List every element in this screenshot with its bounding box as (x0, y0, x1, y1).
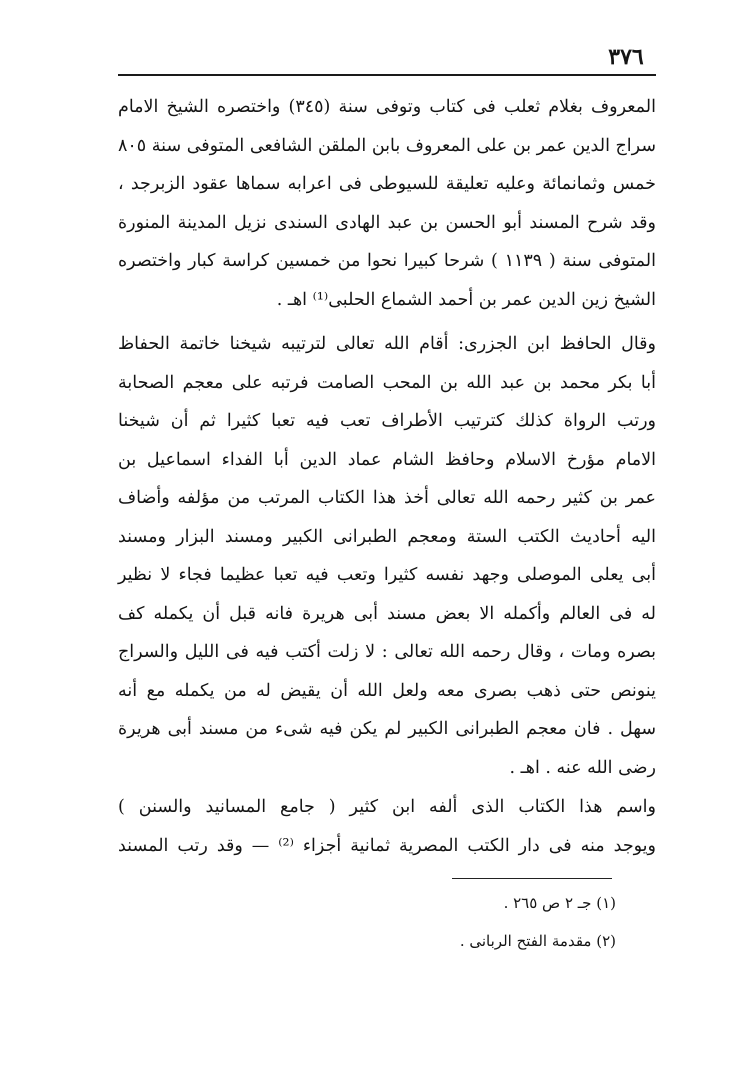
text-line: أبى يعلى الموصلى وجهد نفسه كثيرا وتعب فيه تعبا عظيما فجاء لا نظير (118, 565, 656, 585)
text-line: المتوفى سنة ( ١١٣٩ ) شرحا كبيرا نحوا من خمسين كراسة كبار واختصره (118, 251, 656, 271)
footnote-rule (452, 878, 612, 879)
text-line: ورتب الرواة كذلك كترتيب الأطراف تعب فيه تعبا كثيرا ثم أن شيخنا (118, 411, 656, 431)
text-line: أبا بكر محمد بن عبد الله بن المحب الصامت فرتبه على معجم الصحابة (118, 372, 656, 393)
page-number: ٣٧٦ (608, 44, 644, 70)
text-line: الشيخ زين الدين عمر بن أحمد الشماع الحلبى⁽¹⁾ اهـ . (276, 289, 656, 310)
text-line: سراج الدين عمر بن على المعروف بابن الملقن الشافعى المتوفى سنة ٨٠٥ (118, 135, 656, 156)
text-line: رضى الله عنه . اهـ . (509, 757, 656, 778)
text-line: المعروف بغلام ثعلب فى كتاب وتوفى سنة (٣٤٥) واختصره الشيخ الامام (118, 97, 656, 117)
text-line: خمس وثمانمائة وعليه تعليقة للسيوطى فى اعرابه سماها عقود الزبرجد ، (118, 174, 656, 194)
paragraph-3 (118, 788, 656, 865)
text-line: الامام مؤرخ الاسلام وحافظ الشام عماد الدين أبا الفداء اسماعيل بن (118, 449, 656, 470)
paragraph-1 (118, 88, 656, 319)
text-line: له فى العالم وأكمله الا بعض مسند أبى هريرة فانه قبل أن يكمله كف (118, 603, 656, 624)
text-line: سهل . فان معجم الطبرانى الكبير لم يكن فيه شىء من مسند أبى هريرة (118, 719, 656, 739)
text-line: ينونص حتى ذهب بصرى معه ولعل الله أن يقيض له من يكمله مع أنه (118, 680, 656, 701)
header-rule (118, 74, 656, 76)
text-line: اليه أحاديث الكتب الستة ومعجم الطبرانى الكبير ومسند البزار ومسند (118, 526, 656, 547)
text-line: وقال الحافظ ابن الجزرى: أقام الله تعالى لترتيبه شيخنا خاتمة الحفاظ (118, 334, 656, 354)
text-line: ويوجد منه فى دار الكتب المصرية ثمانية أجزاء ⁽²⁾ — وقد رتب المسند (118, 835, 656, 856)
text-line: عمر بن كثير رحمه الله تعالى أخذ هذا الكتاب المرتب من مؤلفه وأضاف (118, 488, 656, 508)
text-line: بصره ومات ، وقال رحمه الله تعالى : لا زلت أكتب فيه فى الليل والسراج (118, 642, 656, 662)
text-line: واسم هذا الكتاب الذى ألفه ابن كثير ( جامع المسانيد والسنن ) (118, 797, 656, 817)
footnote-1: (١) جـ ٢ ص ٢٦٥ . (503, 894, 616, 912)
paragraph-2 (118, 325, 656, 787)
text-line: وقد شرح المسند أبو الحسن بن عبد الهادى السندى نزيل المدينة المنورة (118, 212, 656, 233)
footnote-2: (٢) مقدمة الفتح الربانى . (459, 932, 616, 950)
footnotes (300, 884, 616, 960)
